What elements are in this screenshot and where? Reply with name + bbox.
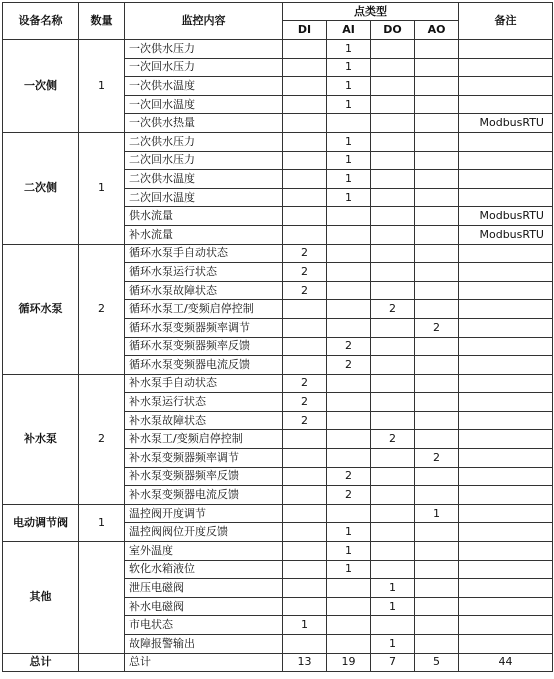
- table-row: [3, 542, 553, 561]
- cell-do: [371, 356, 415, 375]
- monitor-content: 市电状态: [125, 616, 283, 635]
- monitor-content: 二次回水温度: [125, 188, 283, 207]
- cell-do: [371, 523, 415, 542]
- device-name: 二次侧: [3, 132, 79, 244]
- cell-di: [283, 337, 327, 356]
- monitor-content: 一次回水温度: [125, 95, 283, 114]
- cell-ao: [415, 151, 459, 170]
- monitor-content: 一次供水温度: [125, 77, 283, 96]
- monitor-content: 循环水泵工/变频启停控制: [125, 300, 283, 319]
- total-remark: 44: [459, 653, 553, 672]
- monitor-content: 温控阀阀位开度反馈: [125, 523, 283, 542]
- monitor-content: 故障报警输出: [125, 635, 283, 654]
- cell-di: 2: [283, 263, 327, 282]
- cell-ai: 1: [327, 132, 371, 151]
- device-name: 循环水泵: [3, 244, 79, 374]
- total-qty: [79, 653, 125, 672]
- cell-ai: [327, 449, 371, 468]
- cell-do: [371, 337, 415, 356]
- cell-do: [371, 467, 415, 486]
- cell-ao: [415, 114, 459, 133]
- cell-di: [283, 597, 327, 616]
- cell-do: 1: [371, 635, 415, 654]
- monitor-content: 循环水泵故障状态: [125, 281, 283, 300]
- monitor-content: 补水泵变频器电流反馈: [125, 486, 283, 505]
- cell-ao: [415, 523, 459, 542]
- header-remark: 备注: [459, 3, 553, 40]
- cell-di: [283, 523, 327, 542]
- header-do: DO: [371, 21, 415, 40]
- device-qty: 2: [79, 374, 125, 504]
- cell-remark: [459, 151, 553, 170]
- cell-ao: [415, 635, 459, 654]
- cell-ai: [327, 635, 371, 654]
- header-device: 设备名称: [3, 3, 79, 40]
- monitor-content: 补水流量: [125, 225, 283, 244]
- header-content: 监控内容: [125, 3, 283, 40]
- cell-ai: [327, 300, 371, 319]
- cell-remark: [459, 40, 553, 59]
- cell-ai: 1: [327, 77, 371, 96]
- monitor-content: 一次供水压力: [125, 40, 283, 59]
- cell-di: [283, 504, 327, 523]
- monitor-content: 循环水泵手自动状态: [125, 244, 283, 263]
- device-name: 一次侧: [3, 40, 79, 133]
- cell-ao: [415, 244, 459, 263]
- cell-ao: [415, 467, 459, 486]
- cell-do: [371, 95, 415, 114]
- cell-di: 2: [283, 244, 327, 263]
- cell-ai: 1: [327, 542, 371, 561]
- cell-remark: ModbusRTU: [459, 207, 553, 226]
- cell-do: [371, 281, 415, 300]
- table-row: [3, 132, 553, 151]
- table-row: [3, 40, 553, 59]
- cell-ai: [327, 244, 371, 263]
- cell-remark: [459, 374, 553, 393]
- cell-remark: [459, 356, 553, 375]
- cell-remark: [459, 486, 553, 505]
- monitor-content: 二次供水温度: [125, 170, 283, 189]
- point-table: [2, 2, 553, 672]
- cell-ao: [415, 337, 459, 356]
- cell-do: [371, 114, 415, 133]
- total-ao: 5: [415, 653, 459, 672]
- cell-do: [371, 560, 415, 579]
- cell-ao: [415, 616, 459, 635]
- cell-ao: [415, 95, 459, 114]
- cell-di: [283, 132, 327, 151]
- cell-di: [283, 467, 327, 486]
- cell-di: [283, 430, 327, 449]
- cell-ai: [327, 318, 371, 337]
- cell-do: [371, 616, 415, 635]
- cell-ao: [415, 411, 459, 430]
- cell-ai: [327, 225, 371, 244]
- cell-di: [283, 635, 327, 654]
- cell-do: [371, 318, 415, 337]
- header-di: DI: [283, 21, 327, 40]
- monitor-content: 补水泵运行状态: [125, 393, 283, 412]
- cell-ao: [415, 486, 459, 505]
- device-qty: 1: [79, 504, 125, 541]
- cell-di: 2: [283, 281, 327, 300]
- cell-remark: [459, 523, 553, 542]
- monitor-content: 软化水箱液位: [125, 560, 283, 579]
- cell-do: [371, 449, 415, 468]
- cell-ao: [415, 263, 459, 282]
- cell-di: [283, 40, 327, 59]
- cell-di: [283, 579, 327, 598]
- cell-do: [371, 263, 415, 282]
- cell-ao: [415, 132, 459, 151]
- cell-di: 2: [283, 411, 327, 430]
- cell-ai: [327, 263, 371, 282]
- cell-do: [371, 504, 415, 523]
- monitor-content: 补水泵手自动状态: [125, 374, 283, 393]
- cell-remark: [459, 542, 553, 561]
- monitor-content: 供水流量: [125, 207, 283, 226]
- cell-ai: [327, 374, 371, 393]
- cell-ao: [415, 188, 459, 207]
- cell-do: [371, 58, 415, 77]
- cell-remark: [459, 467, 553, 486]
- total-do: 7: [371, 653, 415, 672]
- cell-do: 2: [371, 300, 415, 319]
- cell-di: [283, 95, 327, 114]
- device-qty: 2: [79, 244, 125, 374]
- cell-do: [371, 225, 415, 244]
- cell-ai: 2: [327, 337, 371, 356]
- cell-remark: [459, 560, 553, 579]
- cell-remark: [459, 430, 553, 449]
- cell-ai: 2: [327, 356, 371, 375]
- cell-di: [283, 542, 327, 561]
- cell-remark: [459, 579, 553, 598]
- cell-ao: [415, 225, 459, 244]
- cell-di: [283, 225, 327, 244]
- cell-di: [283, 300, 327, 319]
- total-ai: 19: [327, 653, 371, 672]
- monitor-content: 泄压电磁阀: [125, 579, 283, 598]
- cell-remark: [459, 95, 553, 114]
- cell-ai: 2: [327, 486, 371, 505]
- cell-di: [283, 356, 327, 375]
- cell-remark: [459, 281, 553, 300]
- cell-ao: [415, 40, 459, 59]
- cell-remark: [459, 616, 553, 635]
- cell-do: 1: [371, 579, 415, 598]
- cell-do: [371, 244, 415, 263]
- cell-do: 1: [371, 597, 415, 616]
- cell-di: [283, 486, 327, 505]
- monitor-content: 补水泵故障状态: [125, 411, 283, 430]
- cell-ai: [327, 393, 371, 412]
- monitor-content: 补水泵变频器频率反馈: [125, 467, 283, 486]
- cell-remark: [459, 411, 553, 430]
- table-row: [3, 504, 553, 523]
- cell-ai: 1: [327, 523, 371, 542]
- device-name: 其他: [3, 542, 79, 654]
- cell-ao: [415, 58, 459, 77]
- cell-ai: 1: [327, 560, 371, 579]
- cell-di: [283, 318, 327, 337]
- cell-ai: [327, 281, 371, 300]
- cell-do: [371, 170, 415, 189]
- device-name: 补水泵: [3, 374, 79, 504]
- cell-remark: [459, 244, 553, 263]
- header-ao: AO: [415, 21, 459, 40]
- cell-do: [371, 77, 415, 96]
- cell-di: 2: [283, 393, 327, 412]
- monitor-content: 补水泵变频器频率调节: [125, 449, 283, 468]
- cell-ao: [415, 374, 459, 393]
- cell-di: [283, 114, 327, 133]
- cell-di: 2: [283, 374, 327, 393]
- cell-di: [283, 560, 327, 579]
- cell-remark: [459, 188, 553, 207]
- device-qty: 1: [79, 40, 125, 133]
- cell-remark: [459, 263, 553, 282]
- cell-remark: [459, 597, 553, 616]
- cell-ao: [415, 597, 459, 616]
- monitor-content: 二次供水压力: [125, 132, 283, 151]
- cell-ai: 1: [327, 170, 371, 189]
- cell-ao: [415, 430, 459, 449]
- cell-do: [371, 207, 415, 226]
- cell-ao: 2: [415, 318, 459, 337]
- cell-remark: [459, 504, 553, 523]
- cell-do: [371, 542, 415, 561]
- cell-ao: [415, 393, 459, 412]
- cell-remark: [459, 58, 553, 77]
- cell-ai: [327, 430, 371, 449]
- cell-ai: 1: [327, 40, 371, 59]
- cell-ao: [415, 560, 459, 579]
- cell-remark: [459, 132, 553, 151]
- cell-ao: [415, 207, 459, 226]
- monitor-content: 循环水泵变频器频率反馈: [125, 337, 283, 356]
- cell-remark: [459, 318, 553, 337]
- cell-do: [371, 411, 415, 430]
- cell-ao: 2: [415, 449, 459, 468]
- cell-ai: 1: [327, 151, 371, 170]
- cell-ao: [415, 281, 459, 300]
- cell-remark: [459, 170, 553, 189]
- cell-ai: [327, 597, 371, 616]
- cell-ai: [327, 411, 371, 430]
- cell-do: [371, 132, 415, 151]
- monitor-content: 一次回水压力: [125, 58, 283, 77]
- header-row-1: [3, 3, 553, 21]
- cell-ai: [327, 579, 371, 598]
- monitor-content: 循环水泵变频器频率调节: [125, 318, 283, 337]
- cell-di: [283, 58, 327, 77]
- cell-do: [371, 151, 415, 170]
- monitor-content: 循环水泵运行状态: [125, 263, 283, 282]
- monitor-content: 温控阀开度调节: [125, 504, 283, 523]
- header-qty: 数量: [79, 3, 125, 40]
- cell-ai: [327, 504, 371, 523]
- cell-ao: [415, 300, 459, 319]
- cell-do: [371, 374, 415, 393]
- total-di: 13: [283, 653, 327, 672]
- cell-ai: 2: [327, 467, 371, 486]
- monitor-content: 室外温度: [125, 542, 283, 561]
- cell-ai: [327, 114, 371, 133]
- cell-ao: 1: [415, 504, 459, 523]
- monitor-content: 二次回水压力: [125, 151, 283, 170]
- device-qty: 1: [79, 132, 125, 244]
- table-row: [3, 244, 553, 263]
- cell-ai: [327, 616, 371, 635]
- cell-di: [283, 449, 327, 468]
- cell-ai: 1: [327, 58, 371, 77]
- cell-remark: [459, 449, 553, 468]
- cell-remark: [459, 393, 553, 412]
- cell-do: [371, 40, 415, 59]
- cell-remark: [459, 337, 553, 356]
- total-content: 总计: [125, 653, 283, 672]
- header-point-type: 点类型: [283, 3, 459, 21]
- table-row: [3, 374, 553, 393]
- cell-di: [283, 188, 327, 207]
- cell-di: [283, 151, 327, 170]
- cell-remark: [459, 300, 553, 319]
- cell-ao: [415, 356, 459, 375]
- cell-ao: [415, 77, 459, 96]
- cell-do: 2: [371, 430, 415, 449]
- cell-do: [371, 188, 415, 207]
- monitor-content: 补水电磁阀: [125, 597, 283, 616]
- device-name: 电动调节阀: [3, 504, 79, 541]
- cell-ai: 1: [327, 188, 371, 207]
- cell-do: [371, 486, 415, 505]
- cell-di: [283, 77, 327, 96]
- monitor-content: 循环水泵变频器电流反馈: [125, 356, 283, 375]
- cell-ai: [327, 207, 371, 226]
- cell-ai: 1: [327, 95, 371, 114]
- cell-di: [283, 170, 327, 189]
- cell-ao: [415, 170, 459, 189]
- cell-ao: [415, 579, 459, 598]
- monitor-content: 补水泵工/变频启停控制: [125, 430, 283, 449]
- cell-di: 1: [283, 616, 327, 635]
- cell-remark: ModbusRTU: [459, 225, 553, 244]
- cell-remark: ModbusRTU: [459, 114, 553, 133]
- total-label: 总计: [3, 653, 79, 672]
- cell-ao: [415, 542, 459, 561]
- table-body: [3, 40, 553, 654]
- header-ai: AI: [327, 21, 371, 40]
- cell-remark: [459, 635, 553, 654]
- cell-di: [283, 207, 327, 226]
- cell-do: [371, 393, 415, 412]
- cell-remark: [459, 77, 553, 96]
- monitor-content: 一次供水热量: [125, 114, 283, 133]
- total-row: [3, 653, 553, 672]
- device-qty: [79, 542, 125, 654]
